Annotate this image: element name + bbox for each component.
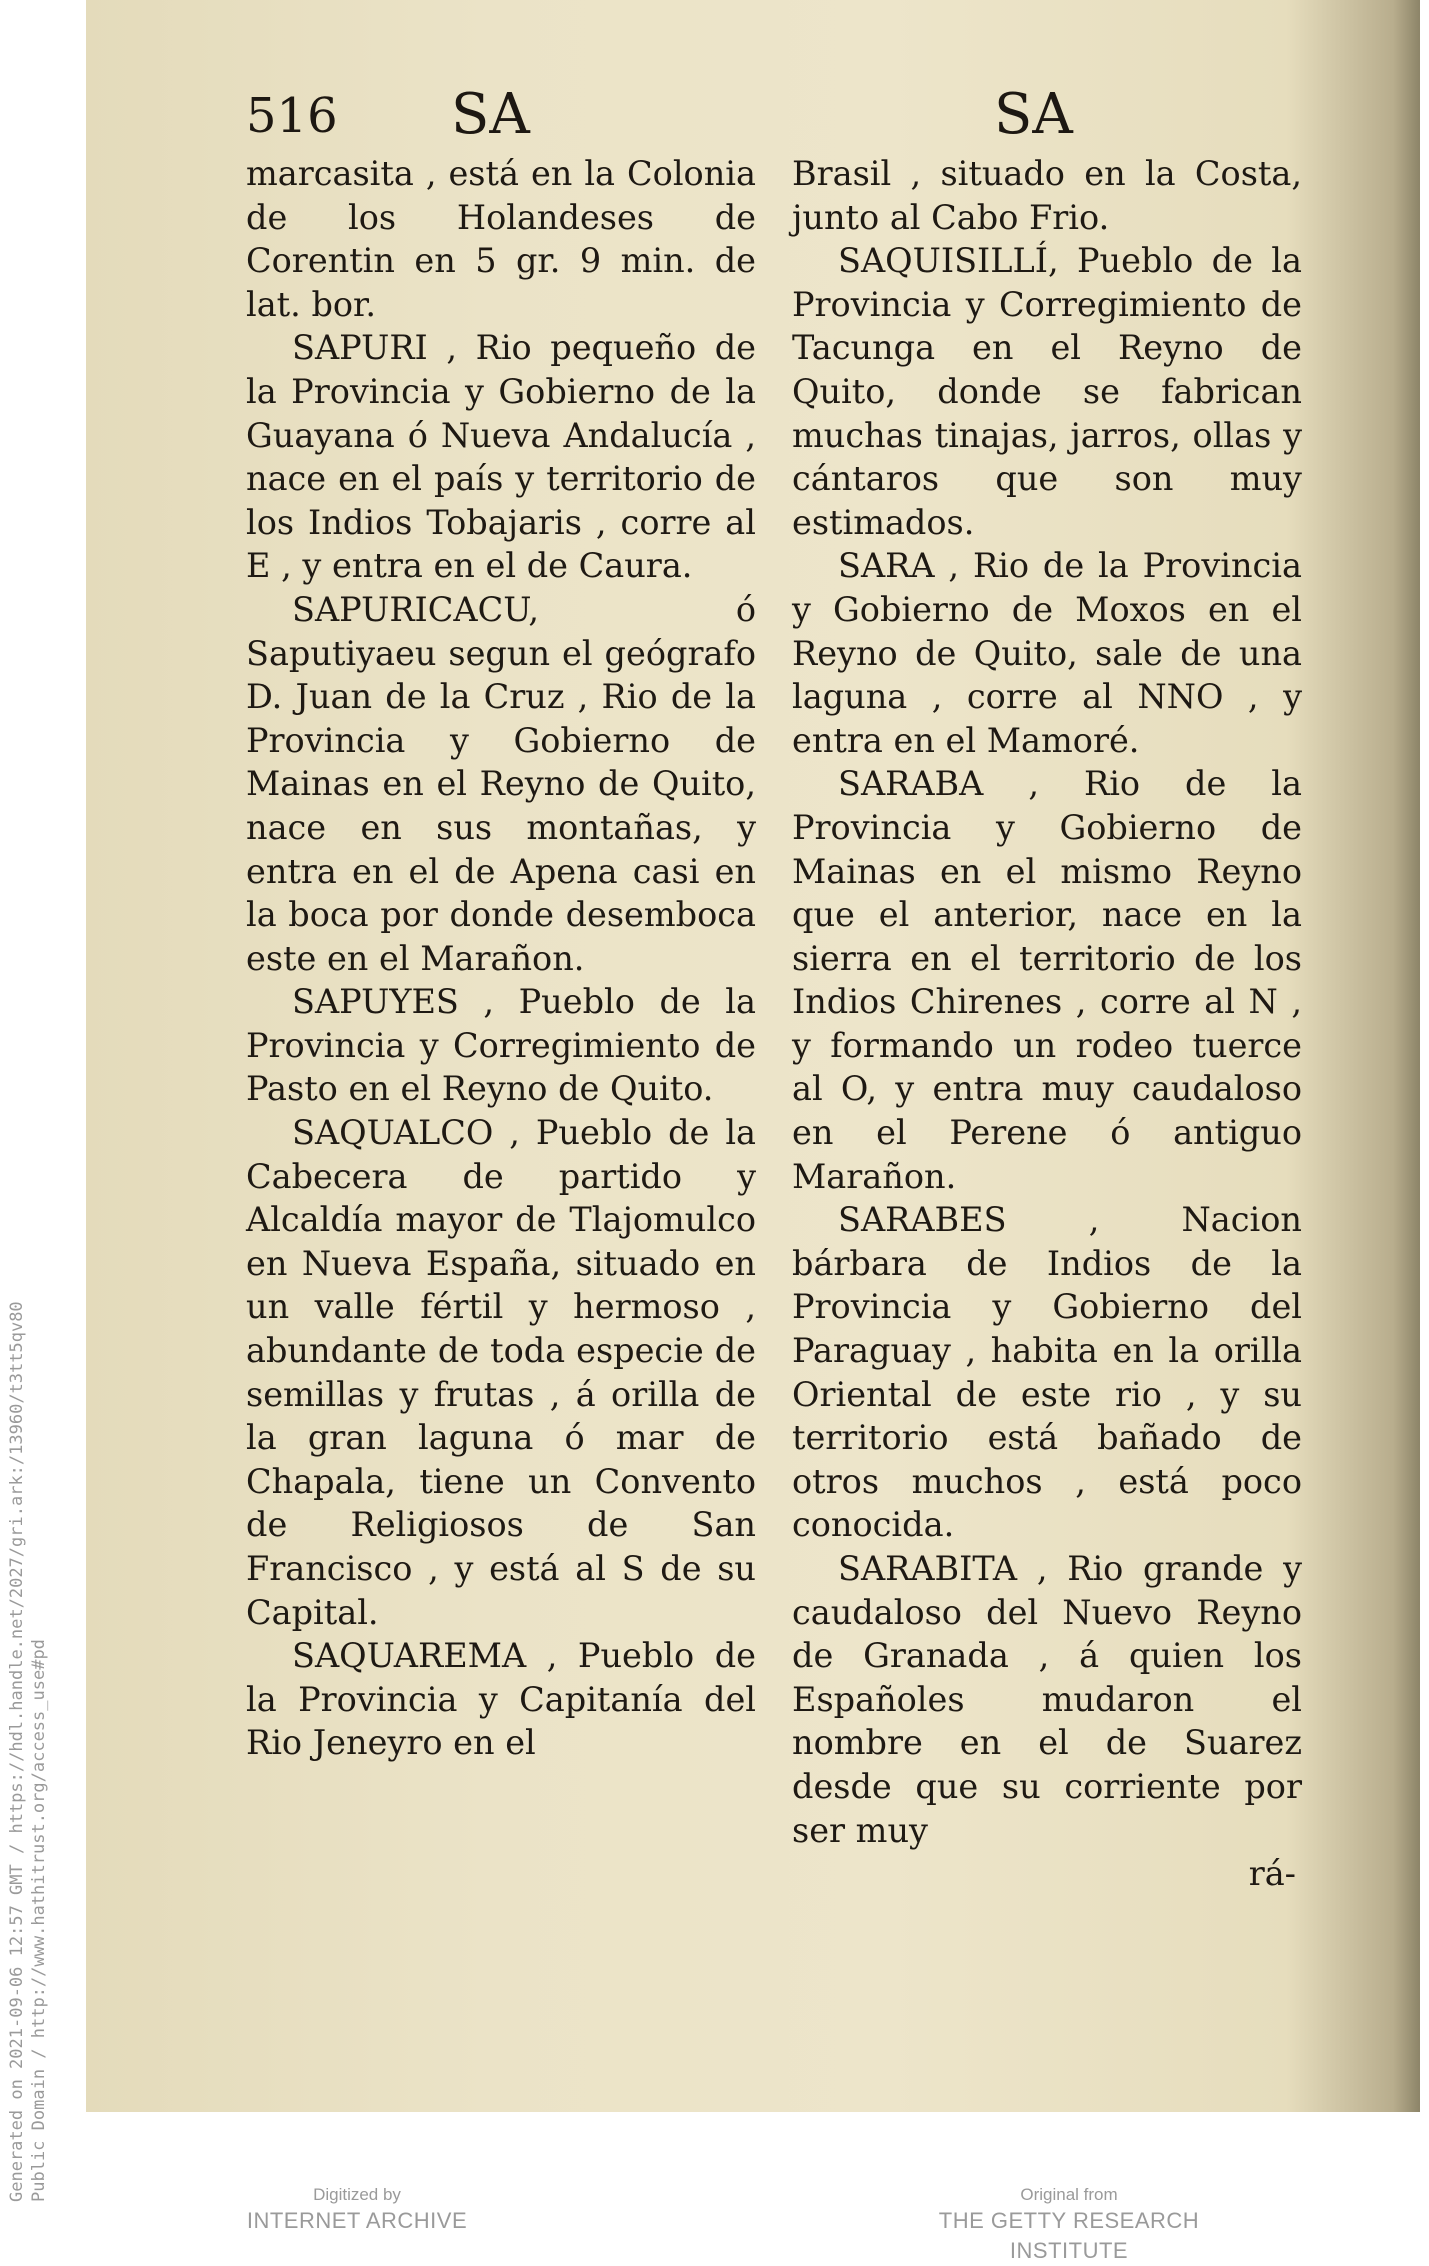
watermark-line-1: Generated on 2021-09-06 12:57 GMT / https://hdl.handle.net/2027/gri.ark:/13960/t3tt5qv80 (7, 1301, 27, 2202)
watermark-text (6, 1301, 50, 2202)
catchword: rá- (1248, 1854, 1296, 1894)
paragraph: Brasil , situado en la Costa, junto al Cabo Frio. (792, 154, 1302, 237)
digitized-by-credit (246, 2184, 468, 2236)
paragraph: SAPURICACU, ó Saputiyaeu segun el geógrafo D. Juan de la Cruz , Rio de la Provincia y Gobierno de Mainas en el Reyno de Quito, nace en sus montañas, y entra en el de Apena casi en la boca por donde desemboca este en el Marañon. (246, 589, 756, 978)
paragraph: SAPUYES , Pueblo de la Provincia y Corregimiento de Pasto en el Reyno de Quito. (246, 982, 756, 1109)
scanned-page (86, 0, 1420, 2112)
paragraph: SAQUALCO , Pueblo de la Cabecera de partido y Alcaldía mayor de Tlajomulco en Nueva España, situado en un valle fértil y hermoso , abundante de toda especie de semillas y frutas , á orilla de la gran laguna ó mar de Chapala, tiene un Convento de Religiosos de San Francisco , y está al S de su Capital. (246, 1113, 756, 1632)
right-running-heading: SA (994, 82, 1073, 147)
left-text-column (246, 152, 756, 1765)
paragraph: SARABES , Nacion bárbara de Indios de la Provincia y Gobierno del Paraguay , habita en la orilla Oriental de este rio , y su territorio está bañado de otros muchos , está poco conocida. (792, 1200, 1302, 1545)
paragraph: SAQUAREMA , Pueblo de la Provincia y Capitanía del Rio Jeneyro en el (246, 1636, 756, 1763)
original-from-credit (882, 2184, 1256, 2266)
watermark-line-2: Public Domain / http://www.hathitrust.org/access_use#pd (29, 1639, 49, 2202)
left-running-heading: SA (451, 82, 530, 147)
getty-institute-label: THE GETTY RESEARCH INSTITUTE (938, 2208, 1200, 2263)
paragraph: SARABITA , Rio grande y caudaloso del Nuevo Reyno de Granada , á quien los Españoles mudaron el nombre en el de Suarez desde que su corriente por ser muy (792, 1549, 1302, 1850)
paragraph: SAPURI , Rio pequeño de la Provincia y Gobierno de la Guayana ó Nueva Andalucía , nace en el país y territorio de los Indios Tobajaris , corre al E , y entra en el de Caura. (246, 328, 756, 586)
paragraph: SARA , Rio de la Provincia y Gobierno de Moxos en el Reyno de Quito, sale de una laguna , corre al NNO , y entra en el Mamoré. (792, 546, 1302, 760)
digitization-footer (0, 2184, 1429, 2263)
paragraph: SAQUISILLÍ, Pueblo de la Provincia y Corregimiento de Tacunga en el Reyno de Quito, donde se fabrican muchas tinajas, jarros, ollas y cántaros que son muy estimados. (792, 241, 1302, 542)
page-number: 516 (246, 88, 338, 144)
watermark-sidebar (0, 0, 86, 2242)
paragraph: marcasita , está en la Colonia de los Holandeses de Corentin en 5 gr. 9 min. de lat. bor. (246, 154, 756, 324)
paragraph: SARABA , Rio de la Provincia y Gobierno de Mainas en el mismo Reyno que el anterior, nace en la sierra en el territorio de los Indios Chirenes , corre al N , y formando un rodeo tuerce al O, y entra muy caudaloso en el Perene ó antiguo Marañon. (792, 764, 1302, 1196)
original-from-label: Original from (1020, 2185, 1118, 2204)
digitized-by-label: Digitized by (313, 2185, 401, 2204)
page-header (86, 82, 1420, 162)
internet-archive-label: INTERNET ARCHIVE (246, 2208, 468, 2233)
right-text-column (792, 152, 1302, 1896)
